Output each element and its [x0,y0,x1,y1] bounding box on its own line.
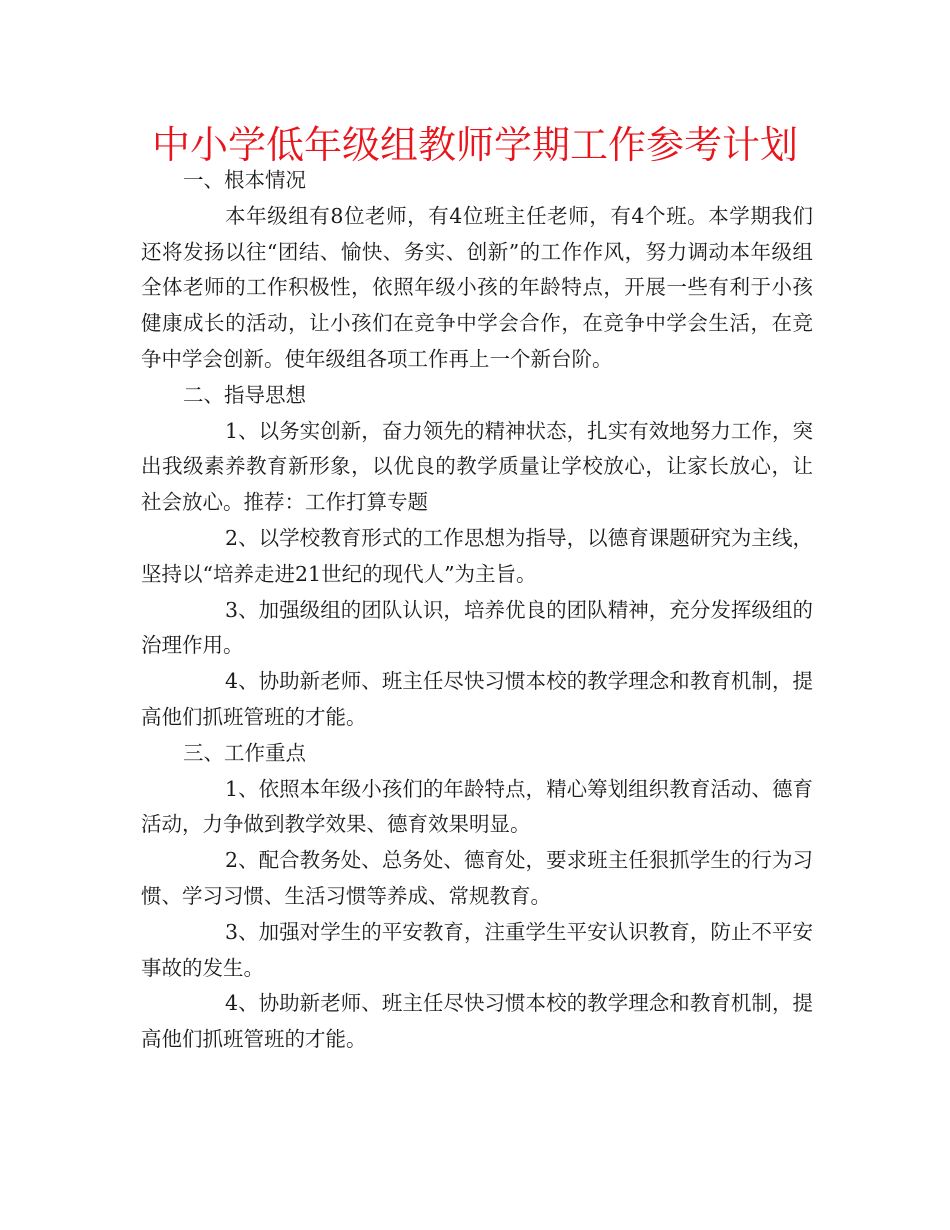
paragraph: 4、协助新老师、班主任尽快习惯本校的教学理念和教育机制，提高他们抓班管班的才能。 [141,991,813,1052]
paragraph: 1、以务实创新，奋力领先的精神状态，扎实有效地努力工作，突出我级素养教育新形象，以优良的教学质量让学校放心，让家长放心，让社会放心。推荐：工作打算专题 [141,418,813,515]
paragraph: 3、加强对学生的平安教育，注重学生平安认识教育，防止不平安事故的发生。 [141,919,813,980]
section-heading-basic-situation: 一、根本情况 [183,168,306,192]
section-heading-guiding-ideology: 二、指导思想 [183,382,306,407]
paragraph: 4、协助新老师、班主任尽快习惯本校的教学理念和教育机制，提高他们抓班管班的才能。 [141,669,813,729]
section-heading-work-focus: 三、工作重点 [183,740,306,765]
paragraph: 1、依照本年级小孩们的年龄特点，精心筹划组织教育活动、德育活动，力争做到教学效果、德育效果明显。 [141,776,813,837]
paragraph: 2、配合教务处、总务处、德育处，要求班主任狠抓学生的行为习惯、学习习惯、生活习惯等养成、常规教育。 [141,848,813,908]
document-title: 中小学低年级组教师学期工作参考计划 [151,123,798,167]
paragraph: 3、加强级组的团队认识，培养优良的团队精神，充分发挥级组的治理作用。 [141,597,813,658]
paragraph: 2、以学校教育形式的工作思想为指导，以德育课题研究为主线，坚持以“培养走进21世纪的现代人”为主旨。 [141,525,813,586]
paragraph: 本年级组有8位老师，有4位班主任老师，有4个班。本学期我们还将发扬以往“团结、愉快、务实、创新”的工作作风，努力调动本年级组全体老师的工作积极性，依照年级小孩的年龄特点，开展一些有利于小孩健康成长的活动，让小孩们在竞争中学会合作，在竞争中学会生活，在竞争中学会创新。使年级组各项工作再上一个新台阶。 [141,203,813,371]
document-body [141,163,813,1058]
